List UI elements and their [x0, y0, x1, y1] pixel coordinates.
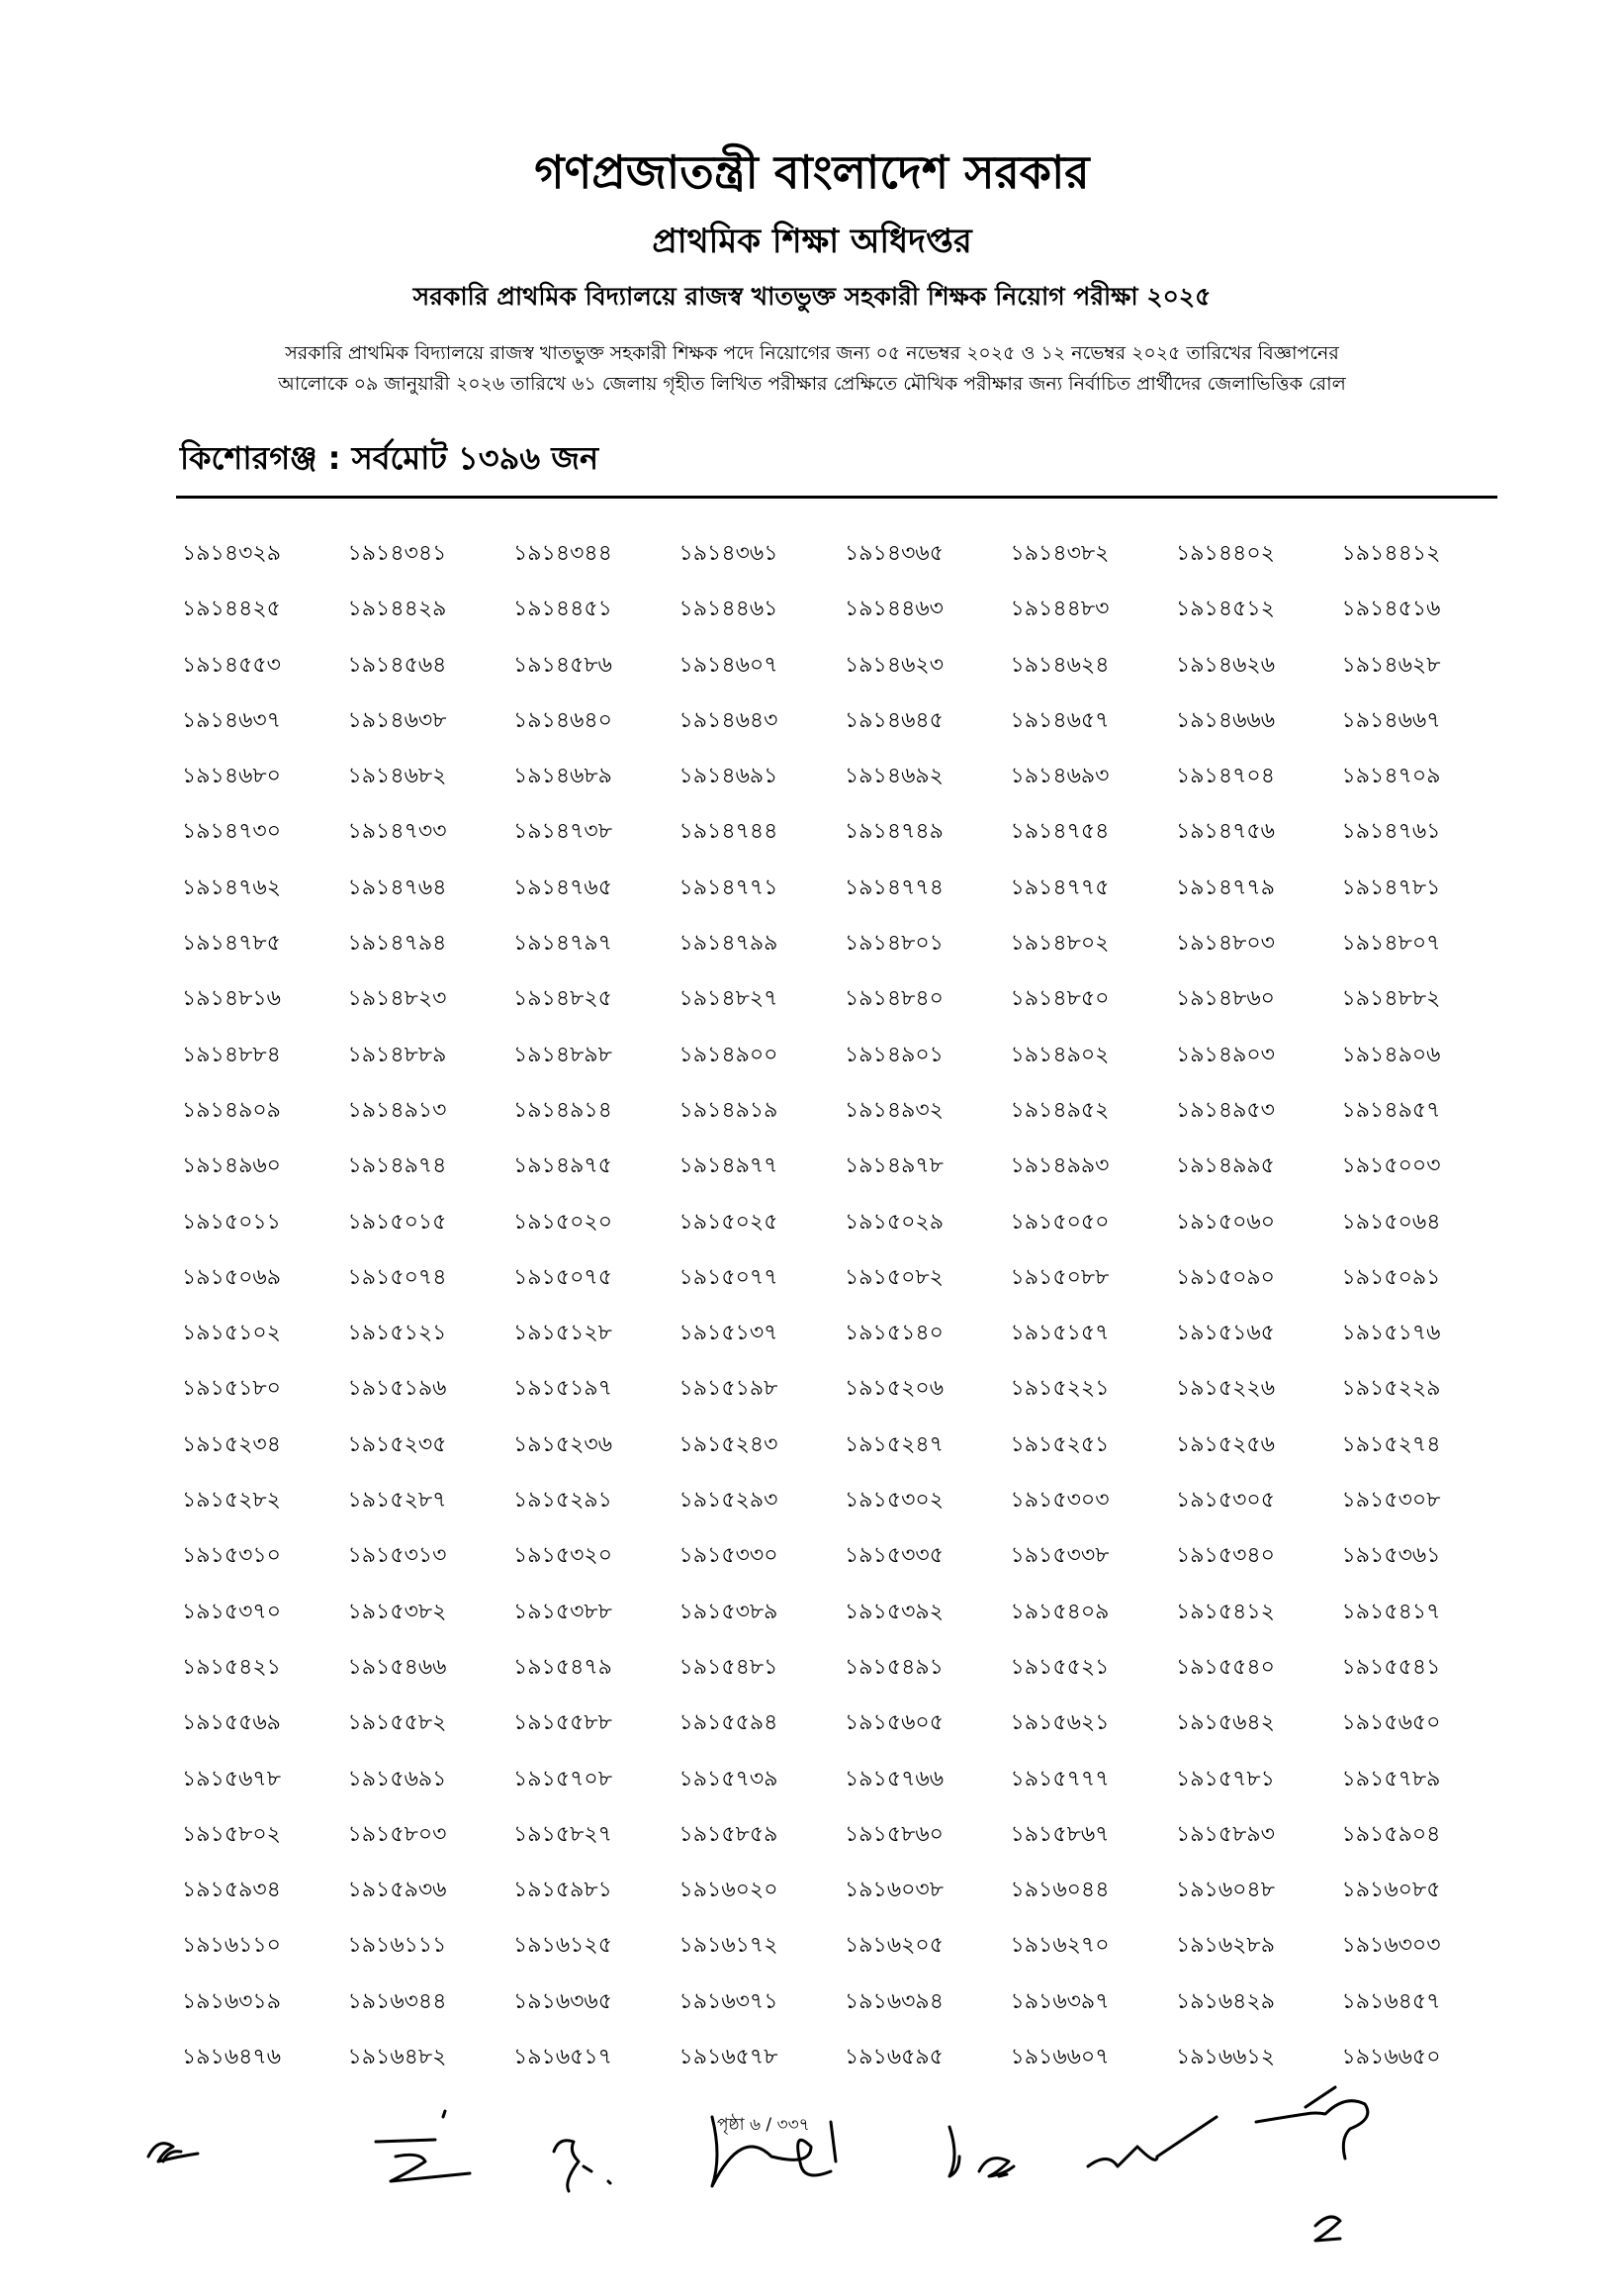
roll-number: ১৯১৫২২৯	[1341, 1376, 1441, 1402]
roll-number: ১৯১৫৮২৭	[513, 1821, 612, 1847]
roll-number: ১৯১৪৩২৯	[182, 541, 281, 566]
roll-number: ১৯১৪৭৭১	[678, 874, 778, 900]
roll-number: ১৯১৪৯৭৪	[347, 1153, 447, 1179]
roll-number: ১৯১৪৯৫২	[1010, 1097, 1110, 1123]
roll-number: ১৯১৫৩৬১	[1341, 1543, 1441, 1569]
roll-number: ১৯১৫২২৬	[1176, 1376, 1276, 1402]
roll-number: ১৯১৫৫২১	[1010, 1654, 1110, 1680]
roll-number: ১৯১৪৩৪৪	[513, 541, 612, 566]
roll-number: ১৯১৪৮৮৯	[347, 1042, 447, 1067]
roll-number: ১৯১৫০১৫	[347, 1209, 447, 1235]
roll-number: ১৯১৬১২৫	[513, 1933, 612, 1959]
roll-number: ১৯১৫৭০৮	[513, 1766, 612, 1791]
roll-number: ১৯১৪৩৬৫	[845, 541, 944, 566]
roll-number: ১৯১৪৭৩৩	[347, 819, 447, 845]
roll-number: ১৯১৪৯৯৫	[1176, 1153, 1275, 1179]
roll-number: ১৯১৬১১০	[182, 1933, 281, 1959]
roll-number: ১৯১৪৭৯৯	[678, 931, 778, 957]
roll-number: ১৯১৫২৮২	[182, 1488, 281, 1514]
roll-number: ১৯১৪৭৩৮	[513, 819, 612, 845]
roll-number: ১৯১৪৭৭৪	[845, 874, 944, 900]
roll-number: ১৯১৪৩৪১	[347, 541, 447, 566]
exam-title: সরকারি প্রাথমিক বিদ্যালয়ে রাজস্ব খাতভুক্ত সহকারী শিক্ষক নিয়োগ পরীক্ষা ২০২৫	[412, 282, 1212, 311]
roll-number: ১৯১৬৩১৯	[182, 1988, 281, 2014]
roll-number: ১৯১৬৪৮২	[347, 2045, 447, 2070]
roll-number: ১৯১৫২০৬	[845, 1376, 945, 1402]
roll-number: ১৯১৫৩৮২	[347, 1599, 447, 1624]
roll-number: ১৯১৫২৫৬	[1176, 1431, 1275, 1457]
roll-number: ১৯১৫১৯৭	[513, 1376, 612, 1402]
roll-number: ১৯১৫০২৫	[678, 1209, 778, 1235]
roll-number: ১৯১৫৩১০	[182, 1543, 281, 1569]
page-title: গণপ্রজাতন্ত্রী বাংলাদেশ সরকার	[534, 145, 1090, 199]
roll-number: ১৯১৫৩৮৯	[678, 1599, 778, 1624]
roll-number: ১৯১৪৯৯৩	[1010, 1153, 1110, 1179]
roll-number: ১৯১৪৬২৮	[1341, 652, 1441, 678]
roll-number: ১৯১৬০৪৮	[1176, 1878, 1275, 1903]
roll-number: ১৯১৫৯৩৪	[182, 1878, 281, 1903]
department-name: প্রাথমিক শিক্ষা অধিদপ্তর	[652, 222, 972, 261]
roll-number: ১৯১৪৮৯৮	[513, 1042, 612, 1067]
roll-number: ১৯১৪৬৩৭	[182, 707, 282, 733]
roll-number: ১৯১৫৩২০	[513, 1543, 613, 1569]
roll-number: ১৯১৫০৯০	[1176, 1264, 1275, 1290]
roll-number: ১৯১৪৩৬১	[678, 541, 778, 566]
roll-number: ১৯১৪৬৯২	[845, 764, 944, 789]
roll-number: ১৯১৫৩০৮	[1341, 1488, 1441, 1514]
roll-number: ১৯১৪৯০২	[1010, 1042, 1110, 1067]
roll-number: ১৯১৫১৬৫	[1176, 1321, 1275, 1346]
roll-number: ১৯১৪৭০৯	[1341, 764, 1441, 789]
roll-number: ১৯১৬৪৫৭	[1341, 1988, 1441, 2014]
roll-number: ১৯১৬০৪৪	[1010, 1878, 1110, 1903]
roll-number: ১৯১৪৬৩৮	[347, 707, 447, 733]
roll-number: ১৯১৫৬২১	[1010, 1710, 1110, 1736]
roll-number: ১৯১৫৪১৭	[1341, 1599, 1441, 1624]
roll-number: ১৯১৪৮৮২	[1341, 986, 1441, 1012]
roll-number: ১৯১৫৩৭০	[182, 1599, 282, 1624]
roll-number: ১৯১৬২৮৯	[1176, 1933, 1275, 1959]
roll-number: ১৯১৪৬২৬	[1176, 652, 1276, 678]
roll-number: ১৯১৪৭৬২	[182, 874, 282, 900]
roll-number: ১৯১৪৬২৩	[845, 652, 945, 678]
roll-number: ১৯১৪৮২৩	[347, 986, 447, 1012]
roll-number: ১৯১৬২৭০	[1010, 1933, 1110, 1959]
roll-number: ১৯১৫২৩৪	[182, 1431, 281, 1457]
roll-number: ১৯১৫৯০৪	[1341, 1821, 1441, 1847]
roll-number: ১৯১৬১৭২	[678, 1933, 778, 1959]
roll-number: ১৯১৪৯৭৮	[845, 1153, 944, 1179]
roll-number: ১৯১৪৭৫৪	[1010, 819, 1110, 845]
roll-number: ১৯১৬৩৬৫	[513, 1988, 613, 2014]
roll-number: ১৯১৫৩৩৮	[1010, 1543, 1110, 1569]
roll-number: ১৯১৪৬৮২	[347, 764, 447, 789]
roll-number: ১৯১৪৭৮১	[1341, 874, 1441, 900]
roll-number: ১৯১৫৭৮১	[1176, 1766, 1275, 1791]
roll-number: ১৯১৫৪২১	[182, 1654, 281, 1680]
roll-number: ১৯১৪৭৪৪	[678, 819, 778, 845]
roll-number: ১৯১৫৩০৩	[1010, 1488, 1110, 1514]
roll-number: ১৯১৫৩৮৮	[513, 1599, 612, 1624]
roll-number: ১৯১৪৬৫৭	[1010, 707, 1110, 733]
roll-number: ১৯১৫৫৯৪	[678, 1710, 778, 1736]
roll-number: ১৯১৫২৪৭	[845, 1431, 944, 1457]
roll-number: ১৯১৫৪৯১	[845, 1654, 944, 1680]
signature-2	[376, 2111, 470, 2181]
roll-number: ১৯১৫৬৫০	[1341, 1710, 1441, 1736]
roll-number: ১৯১৪৯০০	[678, 1042, 778, 1067]
notice-line-2: আলোকে ০৯ জানুয়ারী ২০২৬ তারিখে ৬১ জেলায় গৃহীত লিখিত পরীক্ষার প্রেক্ষিতে মৌখিক পরীক্ষার জন্য নির্বাচিত প্রার্থীদের জেলাভিত্তিক রোল	[278, 373, 1346, 395]
roll-number: ১৯১৪৬৪৫	[845, 707, 944, 733]
roll-number: ১৯১৫১৯৮	[678, 1376, 778, 1402]
roll-number: ১৯১৫১২৮	[513, 1321, 612, 1346]
roll-number: ১৯১৪৩৮২	[1010, 541, 1110, 566]
roll-number: ১৯১৪৫৫৩	[182, 652, 281, 678]
roll-number: ১৯১৫১৭৬	[1341, 1321, 1441, 1346]
roll-number: ১৯১৬০২০	[678, 1878, 778, 1903]
roll-number: ১৯১৫১৮০	[182, 1376, 281, 1402]
roll-number: ১৯১৬৫৭৮	[678, 2045, 778, 2070]
roll-number: ১৯১৪৫১৬	[1341, 597, 1441, 622]
roll-number: ১৯১৪৯০৯	[182, 1097, 281, 1123]
roll-number: ১৯১৪৬৯১	[678, 764, 778, 789]
roll-number: ১৯১৫২৮৭	[347, 1488, 447, 1514]
roll-number: ১৯১৪৬৪৩	[678, 707, 778, 733]
signature-5	[949, 2127, 1014, 2176]
roll-number: ১৯১৫৯৮১	[513, 1878, 612, 1903]
roll-number: ১৯১৫৪১২	[1176, 1599, 1275, 1624]
roll-number: ১৯১৬০৩৮	[845, 1878, 945, 1903]
roll-number: ১৯১৬৩০৩	[1341, 1933, 1441, 1959]
roll-number: ১৯১৪৮০২	[1010, 931, 1110, 957]
roll-number: ১৯১৪৮২৭	[678, 986, 778, 1012]
roll-number: ১৯১৬৬০৭	[1010, 2045, 1110, 2070]
roll-number: ১৯১৪৬৮৯	[513, 764, 612, 789]
roll-number: ১৯১৫৬০৫	[845, 1710, 944, 1736]
roll-number: ১৯১৪৬৪০	[513, 707, 612, 733]
roll-number: ১৯১৫৫৮২	[347, 1710, 447, 1736]
roll-number: ১৯১৪৯৭৭	[678, 1153, 778, 1179]
divider	[176, 496, 1497, 499]
roll-number: ১৯১৪৮০৭	[1341, 931, 1441, 957]
roll-number: ১৯১৫০৯১	[1341, 1264, 1441, 1290]
notice-line-1: সরকারি প্রাথমিক বিদ্যালয়ে রাজস্ব খাতভুক্ত সহকারী শিক্ষক পদে নিয়োগের জন্য ০৫ নভেম্বর ২০২৫ ও ১২ নভেম্বর ২০২৫ তারিখের বিজ্ঞাপনের	[285, 342, 1339, 364]
roll-number: ১৯১৫০১১	[182, 1209, 281, 1235]
roll-number: ১৯১৪৭৯৪	[347, 931, 447, 957]
roll-number: ১৯১৫০৬০	[1176, 1209, 1276, 1235]
roll-number: ১৯১৫৫৪১	[1341, 1654, 1441, 1680]
roll-number: ১৯১৪৯৩২	[845, 1097, 944, 1123]
roll-number: ১৯১৫০৫০	[1010, 1209, 1110, 1235]
roll-number: ১৯১৫২২১	[1010, 1376, 1110, 1402]
roll-number: ১৯১৫৬৭৮	[182, 1766, 281, 1791]
roll-number: ১৯১৪৪২৫	[182, 597, 281, 622]
roll-number: ১৯১৪৯৬০	[182, 1153, 281, 1179]
roll-number: ১৯১৪৮৮৪	[182, 1042, 281, 1067]
roll-number: ১৯১৫৮৯৩	[1176, 1821, 1275, 1847]
roll-number: ১৯১৫২৩৫	[347, 1431, 447, 1457]
roll-number: ১৯১৫১৩৭	[678, 1321, 778, 1346]
roll-number: ১৯১৪৪৫১	[513, 597, 612, 622]
roll-number: ১৯১৫৩৩০	[678, 1543, 778, 1569]
roll-number: ১৯১৫১৪০	[845, 1321, 944, 1346]
roll-number: ১৯১৫২৫১	[1010, 1431, 1110, 1457]
roll-number: ১৯১৫০০৩	[1341, 1153, 1441, 1179]
roll-number: ১৯১৪৯১৩	[347, 1097, 447, 1123]
roll-number: ১৯১৪৭০৪	[1176, 764, 1275, 789]
roll-number: ১৯১৪৯৭৫	[513, 1153, 612, 1179]
roll-number: ১৯১৪৭৭৯	[1176, 874, 1275, 900]
roll-number: ১৯১৫০৬৯	[182, 1264, 281, 1290]
signature-3	[554, 2141, 610, 2191]
roll-number: ১৯১৪৯৫৭	[1341, 1097, 1441, 1123]
roll-number: ১৯১৫৫৮৮	[513, 1710, 612, 1736]
roll-number: ১৯১৫১২১	[347, 1321, 447, 1346]
signature-1	[148, 2144, 198, 2161]
roll-number: ১৯১৫৪৬৬	[347, 1654, 447, 1680]
roll-number: ১৯১৫৫৬৯	[182, 1710, 281, 1736]
roll-number: ১৯১৪৬৬৬	[1176, 707, 1276, 733]
roll-number: ১৯১৫১৯৬	[347, 1376, 447, 1402]
roll-number: ১৯১৫০৭৪	[347, 1264, 447, 1290]
roll-number: ১৯১৪৮০৩	[1176, 931, 1275, 957]
roll-number: ১৯১৫৬৪২	[1176, 1710, 1275, 1736]
roll-number: ১৯১৫২৯১	[513, 1488, 612, 1514]
roll-number: ১৯১৫৮৫৯	[678, 1821, 778, 1847]
roll-number: ১৯১৫২৩৬	[513, 1431, 613, 1457]
roll-number: ১৯১৪৮০১	[845, 931, 944, 957]
roll-number: ১৯১৪৮৬০	[1176, 986, 1275, 1012]
roll-number: ১৯১৪৯০৬	[1341, 1042, 1441, 1067]
roll-number: ১৯১৫৭৭৭	[1010, 1766, 1110, 1791]
roll-number: ১৯১৫০২০	[513, 1209, 613, 1235]
district-heading: কিশোরগঞ্জ : সর্বমোট ১৩৯৬ জন	[180, 439, 599, 477]
roll-number: ১৯১৪৪০২	[1176, 541, 1275, 566]
roll-number: ১৯১৪৭৬১	[1341, 819, 1441, 845]
roll-number: ১৯১৫৭৮৯	[1341, 1766, 1441, 1791]
roll-number: ১৯১৫৮৬৭	[1010, 1821, 1110, 1847]
roll-number: ১৯১৫৩০২	[845, 1488, 945, 1514]
roll-number: ১৯১৪৬০৭	[678, 652, 778, 678]
roll-number-grid	[182, 540, 1497, 2099]
signature-4	[712, 2117, 836, 2186]
roll-number: ১৯১৫২৯৩	[678, 1488, 778, 1514]
roll-number: ১৯১৪৭৭৫	[1010, 874, 1110, 900]
roll-number: ১৯১৫৩৯২	[845, 1599, 944, 1624]
roll-number: ১৯১৫০৭৫	[513, 1264, 612, 1290]
roll-number: ১৯১৪৭৪৯	[845, 819, 944, 845]
roll-number: ১৯১৫০৮৮	[1010, 1264, 1110, 1290]
signature-6	[1088, 2117, 1217, 2166]
roll-number: ১৯১৫০৭৭	[678, 1264, 778, 1290]
roll-number: ১৯১৬৫১৭	[513, 2045, 612, 2070]
roll-number: ১৯১৬৩৪৪	[347, 1988, 447, 2014]
roll-number: ১৯১৫১৫৭	[1010, 1321, 1110, 1346]
signature-7	[1256, 2087, 1368, 2158]
roll-number: ১৯১৫৯৩৬	[347, 1878, 447, 1903]
roll-number: ১৯১৫২৭৪	[1341, 1431, 1441, 1457]
roll-number: ১৯১৪৪৮৩	[1010, 597, 1110, 622]
roll-number: ১৯১৬৪৭৬	[182, 2045, 282, 2070]
roll-number: ১৯১৫৫৪০	[1176, 1654, 1275, 1680]
roll-number: ১৯১৪৫১২	[1176, 597, 1275, 622]
roll-number: ১৯১৫৪৮১	[678, 1654, 778, 1680]
signature-8	[1315, 2217, 1340, 2241]
roll-number: ১৯১৫২৪৩	[678, 1431, 778, 1457]
page-number: পৃষ্ঠা ৬ / ৩৩৭	[717, 2115, 810, 2135]
roll-number: ১৯১৪৪৬১	[678, 597, 778, 622]
roll-number: ১৯১৪৮২৫	[513, 986, 612, 1012]
roll-number: ১৯১৪৭৬৪	[347, 874, 447, 900]
roll-number: ১৯১৫০৬৪	[1341, 1209, 1441, 1235]
roll-number: ১৯১৪৯১৪	[513, 1097, 612, 1123]
roll-number: ১৯১৪৬৯৩	[1010, 764, 1110, 789]
roll-number: ১৯১৫০২৯	[845, 1209, 944, 1235]
roll-number: ১৯১৪৬২৪	[1010, 652, 1110, 678]
roll-number: ১৯১৬০৮৫	[1341, 1878, 1441, 1903]
signatures	[0, 2077, 1624, 2296]
roll-number: ১৯১৪৪১২	[1341, 541, 1441, 566]
roll-number: ১৯১৫৭৩৯	[678, 1766, 778, 1791]
roll-number: ১৯১৬৩৯৪	[845, 1988, 944, 2014]
roll-number: ১৯১৬৩৭১	[678, 1988, 778, 2014]
roll-number: ১৯১৪৮৪০	[845, 986, 944, 1012]
roll-number: ১৯১৫৮৬০	[845, 1821, 944, 1847]
roll-number: ১৯১৫৩১৩	[347, 1543, 447, 1569]
roll-number: ১৯১৬৩৯৭	[1010, 1988, 1110, 2014]
roll-number: ১৯১৪৯৫৩	[1176, 1097, 1275, 1123]
roll-number: ১৯১৬৬১২	[1176, 2045, 1276, 2070]
roll-number: ১৯১৪৯০১	[845, 1042, 944, 1067]
roll-number: ১৯১৫৮০২	[182, 1821, 281, 1847]
roll-number: ১৯১৬৪২৯	[1176, 1988, 1275, 2014]
roll-number: ১৯১৪৭৮৫	[182, 931, 281, 957]
roll-number: ১৯১৪৯১৯	[678, 1097, 778, 1123]
roll-number: ১৯১৪৮৫০	[1010, 986, 1110, 1012]
roll-number: ১৯১৪৭৬৫	[513, 874, 612, 900]
roll-number: ১৯১৪৪৬৩	[845, 597, 944, 622]
roll-number: ১৯১৬৬৫০	[1341, 2045, 1441, 2070]
roll-number: ১৯১৫৭৬৬	[845, 1766, 945, 1791]
roll-number: ১৯১৫৪৭৯	[513, 1654, 612, 1680]
roll-number: ১৯১৪৭৩০	[182, 819, 282, 845]
roll-number: ১৯১৬২০৫	[845, 1933, 945, 1959]
roll-number: ১৯১৫৩০৫	[1176, 1488, 1275, 1514]
roll-number: ১৯১৫৩৪০	[1176, 1543, 1275, 1569]
roll-number: ১৯১৪৪২৯	[347, 597, 447, 622]
roll-number: ১৯১৫৬৯১	[347, 1766, 447, 1791]
roll-number: ১৯১৬১১১	[347, 1933, 447, 1959]
roll-number: ১৯১৫০৮২	[845, 1264, 944, 1290]
roll-number: ১৯১৪৭৯৭	[513, 931, 612, 957]
roll-number: ১৯১৫৪০৯	[1010, 1599, 1110, 1624]
roll-number: ১৯১৪৬৬৭	[1341, 707, 1441, 733]
roll-number: ১৯১৪৫৮৬	[513, 652, 612, 678]
roll-number: ১৯১৫১০২	[182, 1321, 281, 1346]
roll-number: ১৯১৪৯০৩	[1176, 1042, 1275, 1067]
roll-number: ১৯১৪৬৮০	[182, 764, 281, 789]
roll-number: ১৯১৪৮১৬	[182, 986, 281, 1012]
roll-number: ১৯১৪৫৬৪	[347, 652, 447, 678]
roll-number: ১৯১৬৫৯৫	[845, 2045, 944, 2070]
roll-number: ১৯১৪৭৫৬	[1176, 819, 1275, 845]
roll-number: ১৯১৫৮০৩	[347, 1821, 447, 1847]
roll-number: ১৯১৫৩৩৫	[845, 1543, 944, 1569]
